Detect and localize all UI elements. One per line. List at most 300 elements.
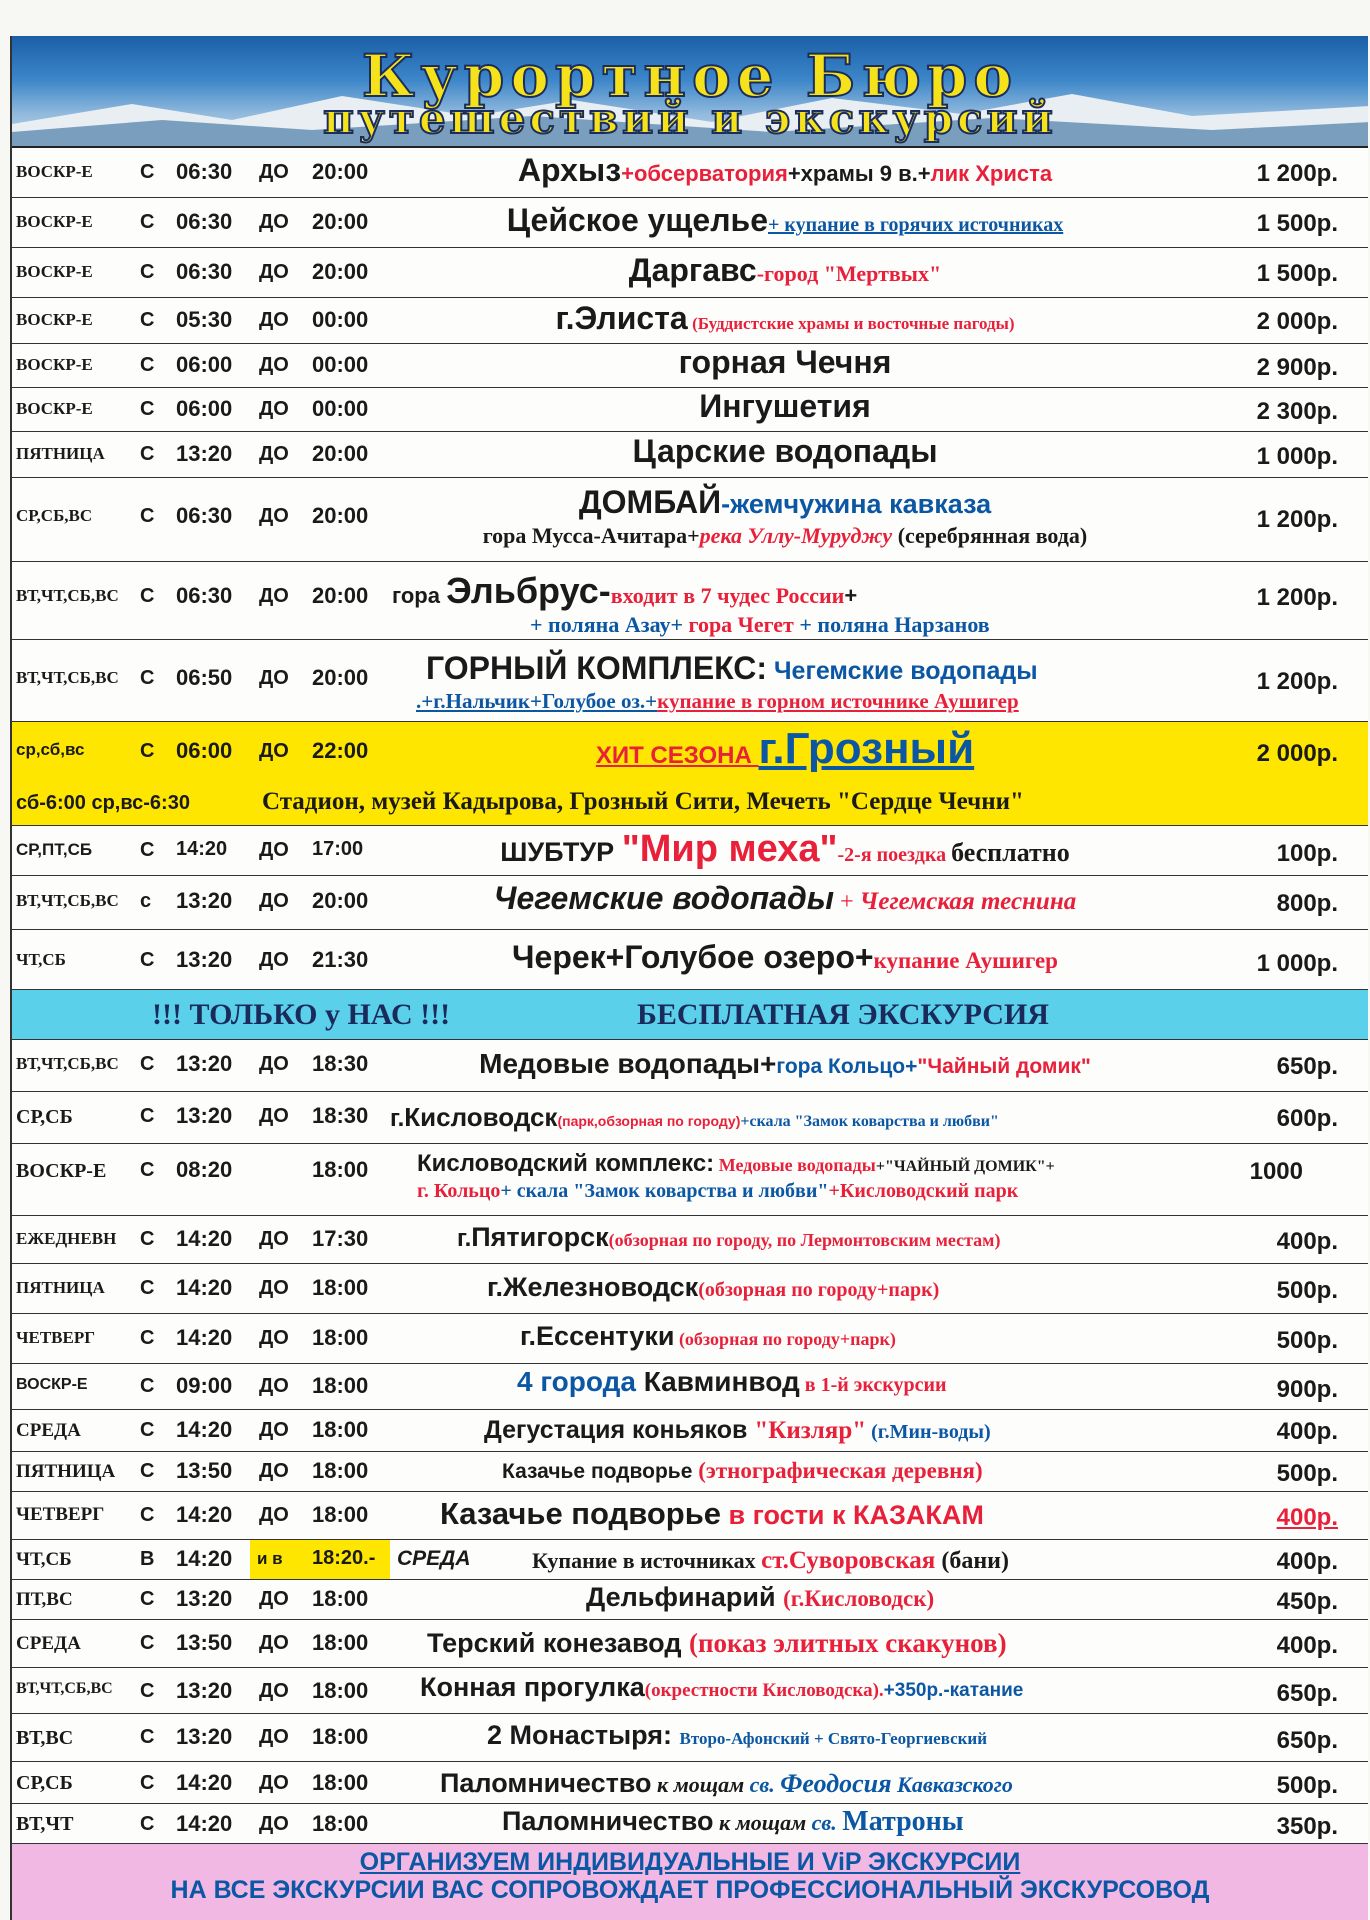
tour-extra: гора Мусса-Ачитара+ — [482, 522, 700, 548]
tour-start-time: 06:30 — [176, 259, 233, 284]
tour-extra: +Кисловодский парк — [828, 1180, 1019, 1202]
tour-start-time: 13:20 — [176, 1103, 233, 1128]
tour-from-label: С — [140, 1588, 155, 1610]
tour-description — [517, 1366, 1198, 1398]
tour-row — [12, 826, 1368, 876]
tour-price: 900р. — [1276, 1376, 1338, 1403]
tour-days: ВТ,ЧТ,СБ,ВС — [16, 1054, 119, 1073]
tour-title: Кисловодский комплекс: — [417, 1150, 715, 1177]
tour-description — [382, 433, 1188, 470]
tour-to-label: ДО — [259, 1053, 289, 1075]
tour-to-label: ДО — [259, 1327, 289, 1349]
excursion-price-sheet — [10, 36, 1368, 1920]
tour-from-label: С — [140, 398, 155, 420]
tour-extra: +скала "Замок коварства и любви" — [740, 1113, 999, 1130]
tour-price: 100р. — [1276, 840, 1338, 867]
tour-start-time: 06:30 — [176, 503, 233, 528]
tour-to-label: ДО — [259, 354, 289, 376]
tour-extra: к мощам — [713, 1810, 812, 1835]
tour-start-time: 06:00 — [176, 396, 233, 421]
tour-end-time: 20:00 — [312, 583, 369, 608]
tour-row — [12, 562, 1368, 640]
tour-row — [12, 478, 1368, 562]
tour-description — [382, 344, 1188, 381]
tour-from-label: С — [140, 1632, 155, 1654]
tour-description — [502, 1458, 1198, 1484]
tour-end-time: 18:00 — [312, 1417, 369, 1442]
tour-from-label: С — [140, 1375, 155, 1397]
tour-extra: гора — [392, 583, 447, 608]
tour-description — [440, 1768, 1218, 1799]
tour-description — [427, 1628, 1198, 1659]
tour-extra: купание в горном источнике Аушигер — [657, 689, 1019, 713]
tour-description — [382, 300, 1188, 337]
tour-row — [12, 1040, 1368, 1092]
tour-price: 400р. — [1276, 1548, 1338, 1575]
tour-days: ВТ,ЧТ,СБ,ВС — [16, 891, 119, 910]
tour-to-label: ДО — [259, 1726, 289, 1748]
tour-days: ЧЕТВЕРГ — [16, 1328, 96, 1347]
tour-start-time: 13:20 — [176, 1724, 233, 1749]
tour-end-time: 18:00 — [312, 1630, 369, 1655]
tour-start-time: 06:30 — [176, 209, 233, 234]
tour-start-time: 06:30 — [176, 583, 233, 608]
tour-days: ПЯТНИЦА — [16, 444, 105, 463]
tour-description — [457, 1222, 1198, 1253]
tour-end-time: 20:00 — [312, 209, 369, 234]
tour-row — [12, 432, 1368, 478]
tour-extra: Матроны — [842, 1806, 964, 1837]
tour-row — [12, 248, 1368, 298]
tour-from-label: С — [140, 667, 155, 689]
tour-title: г.Ессентуки — [520, 1321, 675, 1351]
tour-to-label: ДО — [259, 1105, 289, 1127]
tour-title: 2 Монастыря: — [487, 1720, 680, 1750]
tour-price: 2 000р. — [1256, 740, 1338, 767]
tour-price: 2 000р. — [1256, 308, 1338, 335]
tour-extra: (этнографическая деревня) — [698, 1458, 983, 1483]
tour-end-time: 22:00 — [312, 738, 369, 763]
tour-start-time: 06:00 — [176, 738, 233, 763]
tour-row — [12, 1410, 1368, 1452]
tour-days: ПЯТНИЦА — [16, 1278, 105, 1297]
tour-extra: + скала "Замок коварства и любви" — [500, 1180, 829, 1202]
tour-extra: + — [844, 583, 858, 608]
tour-days: ВОСКР-Е — [16, 162, 93, 181]
tour-sub-text: Стадион, музей Кадырова, Грозный Сити, Мечеть "Сердце Чечни" — [262, 788, 1024, 815]
tour-days: ЕЖЕДНЕВН — [16, 1229, 117, 1248]
tour-to-label: ДО — [259, 211, 289, 233]
tour-extra: гора Чегет — [688, 612, 794, 637]
tour-sub-days: сб-6:00 ср,вс-6:30 — [16, 792, 190, 814]
tour-from-label: С — [140, 1680, 155, 1702]
tour-description — [487, 1720, 1198, 1751]
tour-description — [382, 152, 1188, 189]
tour-description — [382, 388, 1188, 425]
tour-description — [382, 1048, 1188, 1080]
tour-days: ВОСКР-Е — [16, 1160, 107, 1182]
tour-end-time: 18:30 — [312, 1051, 369, 1076]
tour-to-label: ДО — [259, 443, 289, 465]
tour-extra: +"ЧАЙНЫЙ ДОМИК"+ — [875, 1158, 1055, 1175]
tour-price: 650р. — [1276, 1053, 1338, 1080]
tour-title: г.Железноводск — [487, 1272, 699, 1302]
tour-from-label: С — [140, 1228, 155, 1250]
tour-to-label: ДО — [259, 1813, 289, 1835]
tour-title: Даргавс — [628, 252, 757, 288]
tour-start-time: 13:20 — [176, 441, 233, 466]
tour-to-label: и в — [257, 1549, 283, 1568]
tour-extra: бесплатно — [951, 838, 1070, 867]
tour-title: Конная прогулка — [420, 1672, 645, 1702]
tour-extra: св. — [749, 1772, 781, 1797]
tour-price: 1 500р. — [1256, 210, 1338, 237]
tour-price: 400р. — [1276, 1418, 1338, 1445]
tour-days: СР,ПТ,СБ — [16, 840, 93, 859]
tour-description — [586, 1582, 1198, 1613]
tour-price: 1 200р. — [1256, 668, 1338, 695]
tour-to-label: ДО — [259, 585, 289, 607]
tour-end-time: 18:00 — [312, 1325, 369, 1350]
tour-price: 2 300р. — [1256, 398, 1338, 425]
tour-extra: -жемчужина кавказа — [721, 489, 992, 519]
tour-start-time: 14:20 — [176, 1502, 233, 1527]
tour-from-label: С — [140, 585, 155, 607]
tour-to-label: ДО — [259, 261, 289, 283]
tour-days: ЧТ,СБ — [16, 950, 66, 969]
tour-start-time: 14:20 — [176, 1325, 233, 1350]
footer-banner — [12, 1844, 1368, 1920]
tour-description — [390, 1102, 1198, 1133]
tour-end-time: 18:00 — [312, 1502, 369, 1527]
tour-end-time: 18:00 — [312, 1770, 369, 1795]
tour-extra: (парк,обзорная по городу) — [557, 1113, 741, 1129]
tour-extra: св. — [811, 1810, 843, 1835]
tour-title: Паломничество — [440, 1768, 652, 1798]
tour-description — [382, 880, 1188, 917]
tour-start-time: 13:20 — [176, 1586, 233, 1611]
tour-start-time: 13:50 — [176, 1630, 233, 1655]
tour-extra: (г.Кисловодск) — [783, 1586, 935, 1611]
tour-end-time: 00:00 — [312, 396, 369, 421]
tour-extra: -2-я поездка — [837, 844, 952, 866]
tour-from-label: С — [140, 443, 155, 465]
tour-price: 500р. — [1276, 1277, 1338, 1304]
tour-to-label: ДО — [259, 1228, 289, 1250]
tour-title: Черек+Голубое озеро+ — [512, 939, 874, 975]
header-title: Курортное Бюро — [361, 42, 1019, 110]
tour-extra: г. — [457, 1225, 472, 1252]
tour-extra: Феодосия — [780, 1769, 892, 1798]
tour-price: 350р. — [1276, 1813, 1338, 1840]
tour-end-time: 20:00 — [312, 888, 369, 913]
tour-start-time: 14:20 — [176, 1226, 233, 1251]
tour-days: ВОСКР-Е — [16, 212, 93, 231]
tour-days: СР,СБ — [16, 1106, 73, 1128]
tour-start-time: 14:20 — [176, 1275, 233, 1300]
tour-from-label: С — [140, 949, 155, 971]
tour-description — [520, 1321, 1198, 1352]
tour-start-time: 06:30 — [176, 159, 233, 184]
tour-to-label: ДО — [259, 667, 289, 689]
tour-row — [12, 1492, 1368, 1540]
tour-from-label: С — [140, 1813, 155, 1835]
tour-description — [420, 1672, 1218, 1703]
tour-extra: входит в 7 чудес России — [610, 583, 845, 608]
tour-start-time: 14:20 — [176, 1546, 233, 1571]
tour-description — [487, 1272, 1198, 1303]
tour-row — [12, 640, 1368, 722]
tour-extra: (серебрянная вода) — [892, 522, 1088, 548]
tour-to-label: ДО — [259, 161, 289, 183]
tour-extra: "Кизляр" — [754, 1417, 867, 1444]
hit-label: ХИТ СЕЗОНА — [595, 742, 759, 769]
tour-price: 500р. — [1276, 1460, 1338, 1487]
header-subtitle: путешествий и экскурсий — [323, 94, 1057, 143]
tour-extra: (г.Мин-воды) — [866, 1421, 991, 1443]
tour-start-time: 08:20 — [176, 1157, 233, 1182]
tour-title: ШУБТУР — [500, 837, 622, 867]
tour-start-time: 14:20 — [176, 1770, 233, 1795]
tour-title: Эльбрус- — [446, 570, 611, 611]
tour-days: ВТ,ЧТ,СБ,ВС — [16, 586, 119, 605]
tour-days: ЧЕТВЕРГ — [16, 1504, 105, 1525]
tour-description — [440, 1496, 1198, 1532]
tour-row — [12, 1452, 1368, 1492]
tour-extra: + купание в горячих источниках — [768, 214, 1064, 236]
tour-extra: +храмы 9 в.+ — [787, 161, 931, 186]
tour-title: Кавминвод — [643, 1366, 800, 1397]
tour-row — [12, 1216, 1368, 1264]
tour-from-label: С — [140, 354, 155, 376]
tour-to-label: ДО — [259, 949, 289, 971]
tour-start-time: 14:20 — [176, 1417, 233, 1442]
tour-days: ВОСКР-Е — [16, 355, 93, 374]
tour-title: Кисловодск — [404, 1102, 558, 1132]
tour-days: ВТ,ЧТ,СБ,ВС — [16, 668, 119, 687]
tour-row — [12, 930, 1368, 990]
tour-end-time: 18:00 — [312, 1586, 369, 1611]
tour-price: 1 500р. — [1256, 260, 1338, 287]
tour-extra: +обсерватория — [621, 161, 788, 186]
tour-extra: + поляна Нарзанов — [793, 612, 990, 637]
tour-from-label: С — [140, 740, 155, 762]
tour-description — [382, 828, 1188, 872]
tour-end-time: 21:30 — [312, 947, 369, 972]
tour-from-label: С — [140, 1327, 155, 1349]
tour-end-time: 00:00 — [312, 307, 369, 332]
tour-price: 650р. — [1276, 1680, 1338, 1707]
tour-extra: + — [834, 889, 860, 915]
tour-row — [12, 1092, 1368, 1144]
tour-days: СРЕДА — [16, 1633, 81, 1654]
tour-price: 1 000р. — [1256, 443, 1338, 470]
tour-end-time: 18:20.- — [312, 1547, 376, 1569]
tour-extra: Кавказского — [891, 1772, 1013, 1797]
tour-end-time: 18:30 — [312, 1103, 369, 1128]
tour-days: ср,сб,вс — [16, 740, 85, 759]
tour-price: 400р. — [1276, 1504, 1338, 1531]
tour-row — [12, 1804, 1368, 1844]
tour-row — [12, 1144, 1368, 1216]
tour-extra: ст.Суворовская — [761, 1547, 936, 1574]
tour-days: ВОСКР-Е — [16, 1376, 88, 1393]
tour-row — [12, 298, 1368, 344]
tour-title: Казачье подворье — [502, 1460, 699, 1483]
tour-end-time: 18:00 — [312, 1811, 369, 1836]
tour-extra: г. Кольцо — [417, 1180, 501, 1202]
tour-extra: "Чайный домик" — [917, 1055, 1091, 1078]
tour-extra: Второ-Афонский + Свято-Георгиевский — [679, 1729, 988, 1748]
tour-end-time: 20:00 — [312, 441, 369, 466]
tour-extra: +350р.-катание — [883, 1680, 1024, 1701]
tour-extra: Медовые водопады — [714, 1155, 876, 1175]
tour-extra: в гости к КАЗАКАМ — [721, 1500, 984, 1530]
tour-row — [12, 1762, 1368, 1804]
tour-description — [532, 1547, 1198, 1575]
tour-extra: (окрестности Кисловодска). — [644, 1680, 884, 1701]
tour-row — [12, 1580, 1368, 1620]
tour-price: 500р. — [1276, 1772, 1338, 1799]
tour-row — [12, 388, 1368, 432]
tour-days: ЧТ,СБ — [16, 1549, 72, 1570]
tour-to-label: ДО — [259, 1772, 289, 1794]
tour-row — [12, 1620, 1368, 1668]
tour-from-label: С — [140, 1772, 155, 1794]
tour-start-time: 14:20 — [176, 838, 228, 860]
tour-start-time: 09:00 — [176, 1373, 233, 1398]
tour-title: Дегустация коньяков — [484, 1416, 755, 1444]
tour-days: СР,СБ — [16, 1772, 73, 1794]
tour-title: Терский конезавод — [427, 1628, 689, 1658]
tour-price: 400р. — [1276, 1632, 1338, 1659]
free-excursion-banner — [12, 990, 1368, 1040]
tour-to-label: ДО — [259, 505, 289, 527]
tour-price: 1000 — [1249, 1158, 1303, 1185]
tour-price: 1 000р. — [1256, 950, 1338, 977]
banner-only-us: !!! ТОЛЬКО у НАС !!! — [152, 998, 451, 1031]
tour-title: Цейское ущелье — [506, 202, 769, 238]
tour-price: 2 900р. — [1256, 354, 1338, 381]
tour-row — [12, 1540, 1368, 1580]
tour-extra: (бани) — [935, 1548, 1009, 1574]
tour-extra: .+г.Нальчик+Голубое оз.+ — [416, 689, 658, 713]
tour-description — [502, 1806, 1218, 1838]
tour-extra: река Уллу-Муруджу — [699, 522, 893, 548]
tour-row — [12, 876, 1368, 930]
tour-days: СРЕДА — [16, 1420, 81, 1441]
tour-extra: (обзорная по городу, по Лермонтовским местам) — [608, 1230, 1001, 1250]
tour-end-time: 18:00 — [312, 1678, 369, 1703]
tour-extra: "Мир меха" — [621, 828, 838, 870]
tour-price: 1 200р. — [1256, 584, 1338, 611]
tour-title: г.Элиста — [555, 300, 688, 336]
tour-description — [382, 484, 1188, 548]
tour-title: Ингушетия — [699, 388, 871, 424]
tour-extra: (обзорная по городу+парк) — [674, 1329, 896, 1349]
tour-price: 800р. — [1276, 890, 1338, 917]
tour-description — [392, 570, 1188, 638]
tour-from-label: С — [140, 211, 155, 233]
tour-to-label: ДО — [259, 398, 289, 420]
tour-to-label: ДО — [259, 1588, 289, 1610]
tour-extra: -город "Мертвых" — [756, 261, 942, 286]
tour-description — [382, 724, 1188, 775]
tour-title: Купание в источниках — [532, 1548, 762, 1573]
tour-price: 650р. — [1276, 1727, 1338, 1754]
tour-price: 1 200р. — [1256, 160, 1338, 187]
tour-title: Чегемские водопады — [493, 880, 835, 916]
tour-to-label: ДО — [259, 1419, 289, 1441]
tour-to-label: ДО — [259, 1680, 289, 1702]
tour-extra: в 1-й экскурсии — [799, 1374, 947, 1396]
tour-end-time: 18:00 — [312, 1275, 369, 1300]
tour-start-time: 13:20 — [176, 947, 233, 972]
tour-extra: (показ элитных скакунов) — [688, 1628, 1007, 1658]
tour-title: Казачье подворье — [440, 1496, 722, 1531]
tour-start-time: 06:00 — [176, 352, 233, 377]
tour-end-time: 18:00 — [312, 1458, 369, 1483]
tour-to-label: ДО — [259, 1504, 289, 1526]
tour-to-label: ДО — [259, 1277, 289, 1299]
tour-row — [12, 1714, 1368, 1762]
tour-price: 1 200р. — [1256, 506, 1338, 533]
tour-extra: (обзорная по городу+парк) — [698, 1279, 940, 1301]
tour-days: ВОСКР-Е — [16, 399, 93, 418]
tour-from-label: с — [140, 890, 152, 912]
tour-extra: + поляна Азау+ — [530, 612, 689, 637]
tour-end-time: 20:00 — [312, 665, 369, 690]
tour-from-label: С — [140, 1726, 155, 1748]
tour-from-label: В — [140, 1548, 155, 1570]
tour-row — [12, 198, 1368, 248]
tour-price: 450р. — [1276, 1588, 1338, 1615]
tour-days: СР,СБ,ВС — [16, 506, 93, 525]
tour-from-label: С — [140, 161, 155, 183]
tour-to-label: ДО — [259, 1375, 289, 1397]
banner-free: БЕСПЛАТНАЯ ЭКСКУРСИЯ — [637, 998, 1049, 1031]
tour-to-label: ДО — [259, 1632, 289, 1654]
tour-description — [416, 650, 1198, 714]
tour-row-highlight — [12, 722, 1368, 826]
tour-price: 500р. — [1276, 1327, 1338, 1354]
tour-to-label: ДО — [259, 1460, 289, 1482]
tour-to-label: ДО — [259, 740, 289, 762]
tour-end-time: 18:00 — [312, 1373, 369, 1398]
tour-start-time: 05:30 — [176, 307, 233, 332]
tour-days: ВТ,ЧТ,СБ,ВС — [16, 1680, 113, 1697]
tour-description — [382, 202, 1188, 239]
tour-row — [12, 1364, 1368, 1410]
tour-title: Царские водопады — [632, 433, 938, 469]
tour-start-time: 14:20 — [176, 1811, 233, 1836]
tour-title: Паломничество — [502, 1806, 714, 1836]
header-banner — [12, 36, 1368, 148]
tour-start-time: 13:20 — [176, 888, 233, 913]
tour-from-label: С — [140, 261, 155, 283]
tour-end-time: 18:00 — [312, 1724, 369, 1749]
tour-start-time: 13:50 — [176, 1458, 233, 1483]
tour-description — [382, 252, 1188, 289]
tour-end-time: 00:00 — [312, 352, 369, 377]
tour-from-label: С — [140, 505, 155, 527]
tour-days: ВОСКР-Е — [16, 310, 93, 329]
tour-end-time: 20:00 — [312, 503, 369, 528]
tour-extra: (Буддистские храмы и восточные пагоды) — [692, 314, 1015, 333]
tour-start-time: 06:50 — [176, 665, 233, 690]
tour-from-label: С — [140, 1419, 155, 1441]
tour-description — [484, 1416, 1198, 1445]
